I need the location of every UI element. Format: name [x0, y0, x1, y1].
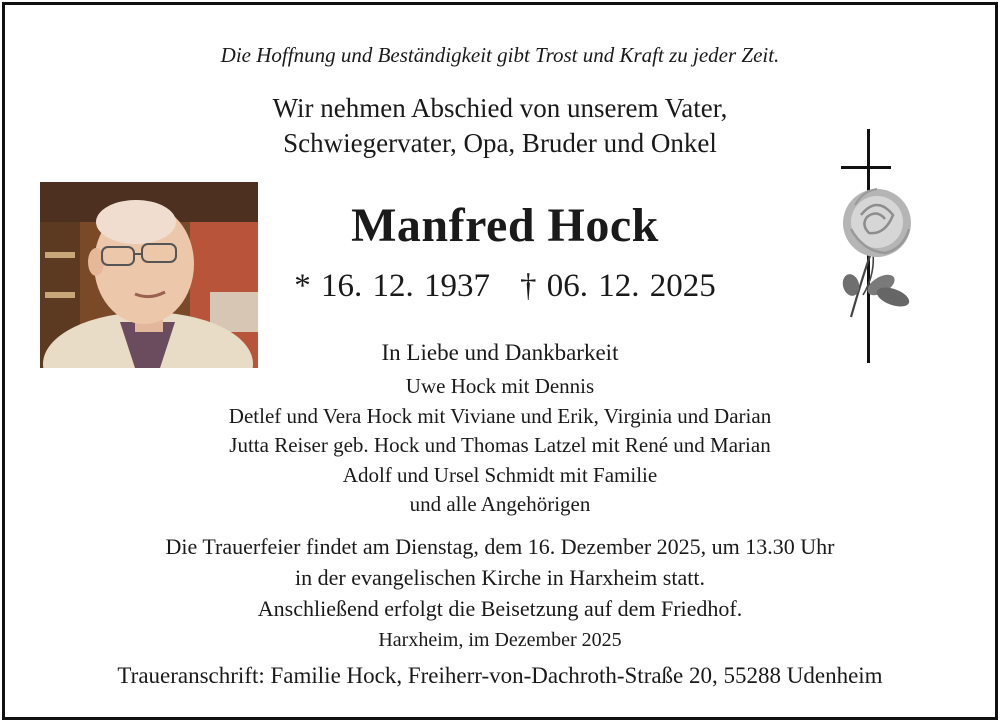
mourners-heading: In Liebe und Dankbarkeit: [381, 340, 619, 365]
deceased-name: Manfred Hock: [351, 199, 659, 252]
mourners-list: [5, 372, 995, 520]
intro-line-2: Schwiegervater, Opa, Bruder und Onkel: [283, 128, 717, 158]
service-line-1: Die Trauerfeier findet am Dienstag, dem 16. Dezember 2025, um 13.30 Uhr: [165, 534, 835, 559]
mourner-line: Adolf und Ursel Schmidt mit Familie: [342, 462, 658, 487]
birth-date: * 16. 12. 1937: [294, 268, 490, 304]
motto: Die Hoffnung und Beständigkeit gibt Trost und Kraft zu jeder Zeit.: [220, 43, 780, 67]
service-line-2: in der evangelischen Kirche in Harxheim statt.: [295, 565, 705, 590]
intro-line-1: Wir nehmen Abschied von unserem Vater,: [272, 93, 728, 123]
obituary-card: [2, 2, 998, 720]
mourner-line: Jutta Reiser geb. Hock und Thomas Latzel mit René und Marian: [229, 433, 771, 457]
death-date: † 06. 12. 2025: [520, 268, 716, 304]
service-info: [5, 531, 995, 624]
mourner-line: Uwe Hock mit Dennis: [405, 374, 595, 398]
mourner-line: und alle Angehörigen: [409, 492, 591, 516]
mourning-address: Traueranschrift: Familie Hock, Freiherr-von-Dachroth-Straße 20, 55288 Udenheim: [117, 663, 883, 688]
place-date: Harxheim, im Dezember 2025: [378, 629, 622, 651]
cross-with-rose-icon: [833, 125, 923, 365]
service-line-3: Anschließend erfolgt die Beisetzung auf dem Friedhof.: [257, 596, 743, 621]
mourner-line: Detlef und Vera Hock mit Viviane und Erik, Virginia und Darian: [228, 403, 772, 428]
